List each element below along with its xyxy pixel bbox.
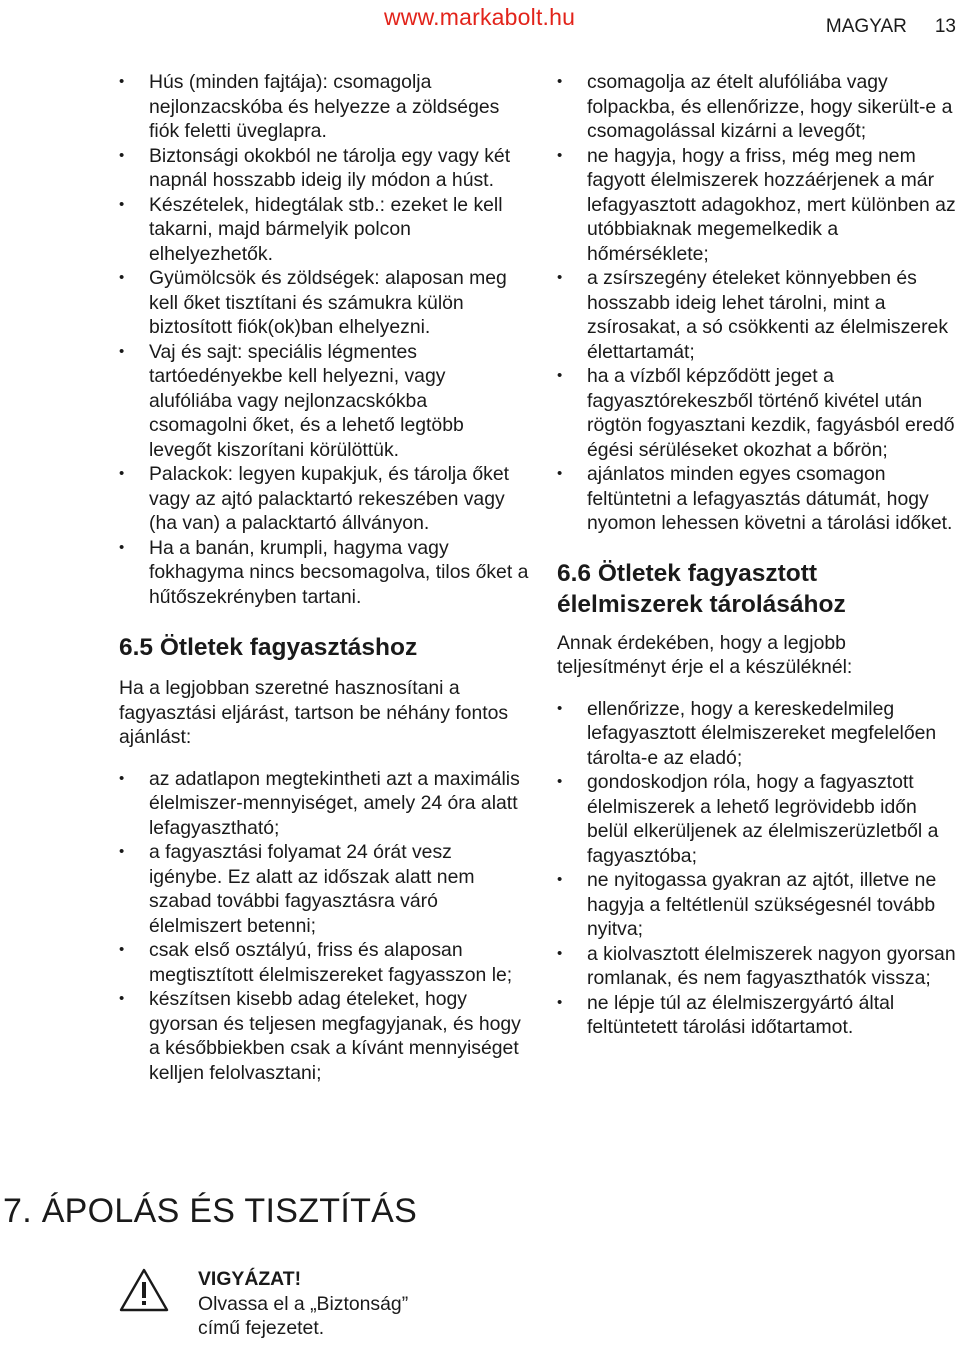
list-item: • Hús (minden fajtája): csomagolja nejlonzacskóba és helyezze a zöldséges fiók feletti üveglapra. — [119, 70, 529, 144]
page-number: 13 — [934, 16, 956, 37]
list-item: • gondoskodjon róla, hogy a fagyasztott élelmiszerek a lehető legrövidebb időn belül elkerüljenek az élelmiszerüzletből a fagyasztóba; — [557, 770, 960, 868]
warning-line: című fejezetet. — [198, 1317, 325, 1339]
list-item: • ne nyitogassa gyakran az ajtót, illetve ne hagyja a feltétlenül szükségesnél tovább nyitva; — [557, 868, 960, 942]
list-item: • csomagolja az ételt alufóliába vagy folpackba, és ellenőrizze, hogy sikerült-e a csomagolással kizárni a levegőt; — [557, 70, 960, 144]
storage-tips-list — [119, 70, 529, 609]
list-item: • a zsírszegény ételeket könnyebben és hosszabb ideig lehet tárolni, mint a zsírosakat, a só csökkenti az élelmiszerek élettartamát; — [557, 266, 960, 364]
left-column — [119, 70, 529, 1085]
list-item: • ne lépje túl az élelmiszergyártó által feltüntetett tárolási időtartamot. — [557, 991, 960, 1040]
freezing-tips-list — [119, 767, 529, 1086]
list-item: • Ha a banán, krumpli, hagyma vagy fokhagyma nincs becsomagolva, tilos őket a hűtőszekrényben tartani. — [119, 536, 529, 610]
list-item: • Palackok: legyen kupakjuk, és tárolja őket vagy az ajtó palacktartó rekeszében vagy (ha van) a palacktartó állványon. — [119, 462, 529, 536]
page-header — [826, 16, 956, 38]
section-6-6-heading: 6.6 Ötletek fagyasztott élelmiszerek tárolásához — [557, 559, 846, 618]
list-item: • az adatlapon megtekintheti azt a maximális élelmiszer-mennyiséget, amely 24 óra alatt lefagyasztható; — [119, 767, 529, 841]
freezing-tips-continued-list — [557, 70, 960, 536]
section-6-5-heading: 6.5 Ötletek fagyasztáshoz — [119, 634, 418, 661]
list-item: • Vaj és sajt: speciális légmentes tartóedényekbe kell helyezni, vagy alufóliába vagy nejlonzacskókba csomagolni őket, és a lehető legtöbb levegőt kiszorítani körülöttük. — [119, 340, 529, 463]
list-item: • Biztonsági okokból ne tárolja egy vagy két napnál hosszabb ideig ily módon a húst. — [119, 144, 529, 193]
list-item: • készítsen kisebb adag ételeket, hogy gyorsan és teljesen megfagyjanak, és hogy a későbbiekben csak a kívánt mennyiséget kelljen felolvasztani; — [119, 987, 529, 1085]
list-item: • ne hagyja, hogy a friss, még meg nem fagyott élelmiszerek hozzáérjenek a már lefagyasztott adagokhoz, mert különben az utóbbiaknak megemelkedik a hőmérséklete; — [557, 144, 960, 267]
list-item: • Gyümölcsök és zöldségek: alaposan meg kell őket tisztítani és számukra külön biztosított fiók(ok)ban elhelyezni. — [119, 266, 529, 340]
list-item: • a kiolvasztott élelmiszerek nagyon gyorsan romlanak, és nem fagyaszthatók vissza; — [557, 942, 960, 991]
list-item: • Készételek, hidegtálak stb.: ezeket le kell takarni, majd bármelyik polcon elhelyezhetők. — [119, 193, 529, 267]
chapter-7-heading: 7. ÁPOLÁS ÉS TISZTÍTÁS — [3, 1192, 418, 1230]
site-url[interactable]: www.markabolt.hu — [384, 4, 576, 30]
section-6-5-intro: Ha a legjobban szeretné hasznosítani a fagyasztási eljárást, tartson be néhány fontos ajánlást: — [119, 677, 509, 748]
list-item: • csak első osztályú, friss és alaposan megtisztított élelmiszereket fagyasszon le; — [119, 938, 529, 987]
list-item: • ha a vízből képződött jeget a fagyasztórekeszből történő kivétel után rögtön fogyasztani kezdik, fagyásból eredő égési sérüléseket okozhat a bőrön; — [557, 364, 960, 462]
warning-title: VIGYÁZAT! — [198, 1268, 302, 1290]
warning-text — [198, 1267, 408, 1341]
list-item: • ajánlatos minden egyes csomagon feltüntetni a lefagyasztás dátumát, hogy nyomon lehessen követni a tárolási időket. — [557, 462, 960, 536]
warning-line: Olvassa el a „Biztonság” — [198, 1292, 409, 1315]
language-label: MAGYAR — [825, 16, 907, 37]
list-item: • ellenőrizze, hogy a kereskedelmileg lefagyasztott élelmiszereket megfelelően tárolta-e az eladó; — [557, 697, 960, 771]
warning-triangle-icon — [118, 1267, 170, 1313]
right-column — [557, 70, 960, 1040]
list-item: • a fagyasztási folyamat 24 órát vesz igénybe. Ez alatt az időszak alatt nem szabad további fagyasztásra váró élelmiszert betenni; — [119, 840, 529, 938]
section-6-6-intro: Annak érdekében, hogy a legjobb teljesítményt érje el a készüléknél: — [557, 631, 853, 678]
frozen-storage-tips-list — [557, 697, 960, 1040]
